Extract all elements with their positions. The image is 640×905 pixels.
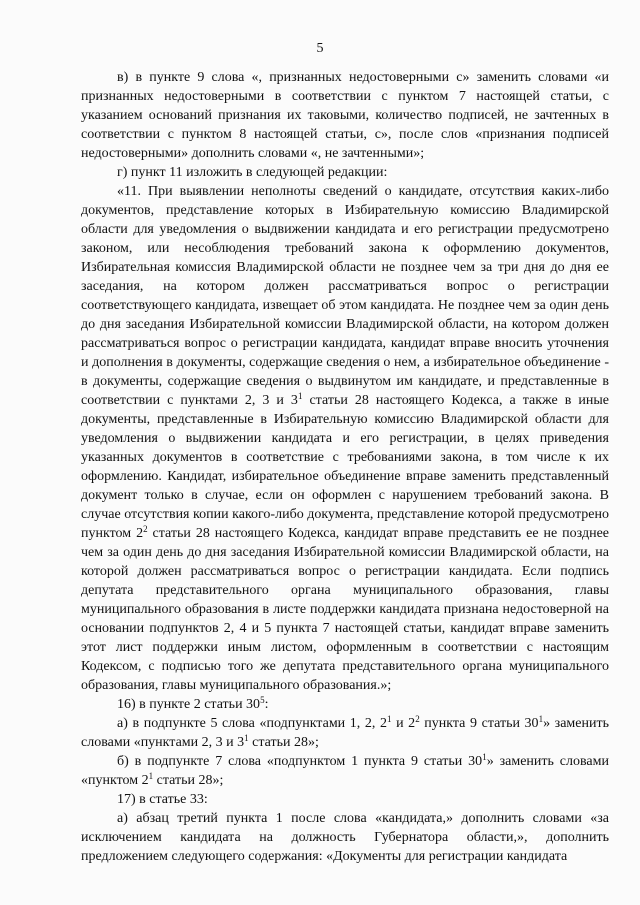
superscript: 2	[143, 524, 148, 534]
text-run: статьи 28»;	[153, 773, 224, 788]
text-run: 16) в пункте 2 статьи 30	[117, 697, 261, 712]
text-run: «11. При выявлении неполноты сведений о кандидате, отсутствия каких-либо документов, представление которых в Избирательную комиссию Владимирской области для уведомления о выдвижении кандидата и его регистрации предусмотрено законом, или несоблюдения требований закона к оформлению документов, Избирательная комиссия Владимирской области не позднее чем за три дня до дня ее заседания, на котором должен рассматриваться вопрос о регистрации соответствующего кандидата, извещает об этом кандидата. Не позднее чем за один день до дня заседания Избирательной комиссии Владимирской области, на котором должен рассматриваться вопрос о регистрации кандидата, кандидат вправе вносить уточнения и дополнения в документы, содержащие сведения о нем, а избирательное объединение - в документы, содержащие сведения о выдвинутом им кандидате, и представленные в соответствии с пунктами 2, 3 и 3	[81, 184, 609, 408]
text-run: а) абзац третий пункта 1 после слова «кандидата,» дополнить словами «за исключением кандидата на должность Губернатора области,», дополнить предложением следующего содержания: «Документы для регистрации кандидата	[81, 811, 609, 864]
superscript: 1	[244, 733, 249, 743]
text-run: и 2	[391, 716, 416, 731]
text-run: 17) в статье 33:	[117, 792, 208, 807]
superscript: 2	[415, 714, 420, 724]
paragraph-16-article-30-5	[81, 695, 609, 714]
text-run: статьи 28»;	[248, 735, 319, 750]
text-run: в) в пункте 9 слова «, признанных недостоверными с» заменить словами «и признанных недостоверными в соответствии с пунктом 7 настоящей статьи, с указанием оснований признания их таковыми, количество подписей, не зачтенных в соответствии с пунктом 8 настоящей статьи, с», после слов «признания подписей недостоверными» дополнить словами «, не зачтенными»;	[81, 70, 609, 161]
paragraph-v-item-9	[81, 68, 609, 163]
paragraph-16b	[81, 752, 609, 790]
paragraph-item-11-text	[81, 182, 609, 695]
text-run: пункта 9 статьи 30	[419, 716, 539, 731]
text-run: :	[264, 697, 269, 712]
superscript: 1	[538, 714, 544, 724]
paragraph-16a	[81, 714, 609, 752]
document-body	[81, 68, 609, 866]
superscript: 1	[148, 771, 154, 781]
superscript: 1	[386, 714, 392, 724]
text-run: б) в подпункте 7 слова «подпунктом 1 пункта 9 статьи 30	[117, 754, 483, 769]
superscript: 5	[260, 695, 265, 705]
page-number: 5	[316, 41, 324, 56]
superscript: 1	[297, 391, 303, 401]
text-run: » заменить словами «пунктами 2, 3 и 3	[81, 716, 609, 750]
paragraph-17-article-33	[81, 790, 609, 809]
superscript: 1	[482, 752, 487, 762]
text-run: статьи 28 настоящего Кодекса, кандидат вправе представить ее не позднее чем за один день до дня заседания Избирательной комиссии Владимирской области, на которой должен рассматриваться вопрос о регистрации кандидата. Если подпись депутата представительного органа муниципального образования, главы муниципального образования в листе поддержки кандидата признана недостоверной на основании подпунктов 2, 4 и 5 пункта 7 настоящей статьи, кандидат вправе заменить этот лист поддержки иным листом, оформленным в соответствии с настоящим Кодексом, с подписью того же депутата представительного органа муниципального образования, главы муниципального образования.»;	[81, 526, 609, 693]
text-run: » заменить словами «пунктом 2	[81, 754, 609, 788]
paragraph-g-item-11	[81, 163, 609, 182]
text-run: г) пункт 11 изложить в следующей редакции:	[117, 165, 388, 180]
paragraph-17a	[81, 809, 609, 866]
text-run: статьи 28 настоящего Кодекса, а также в иные документы, представленные в Избирательную комиссию Владимирской области для уведомления о выдвижении кандидата и его регистрации, в целях приведения указанных документов в соответствие с требованиями закона, в том числе к их оформлению. Кандидат, избирательное объединение вправе заменить представленный документ только в случае, если он оформлен с нарушением требований закона. В случае отсутствия копии какого-либо документа, представление которой предусмотрено пунктом 2	[81, 393, 609, 541]
text-run: а) в подпункте 5 слова «подпунктами 1, 2, 2	[117, 716, 387, 731]
